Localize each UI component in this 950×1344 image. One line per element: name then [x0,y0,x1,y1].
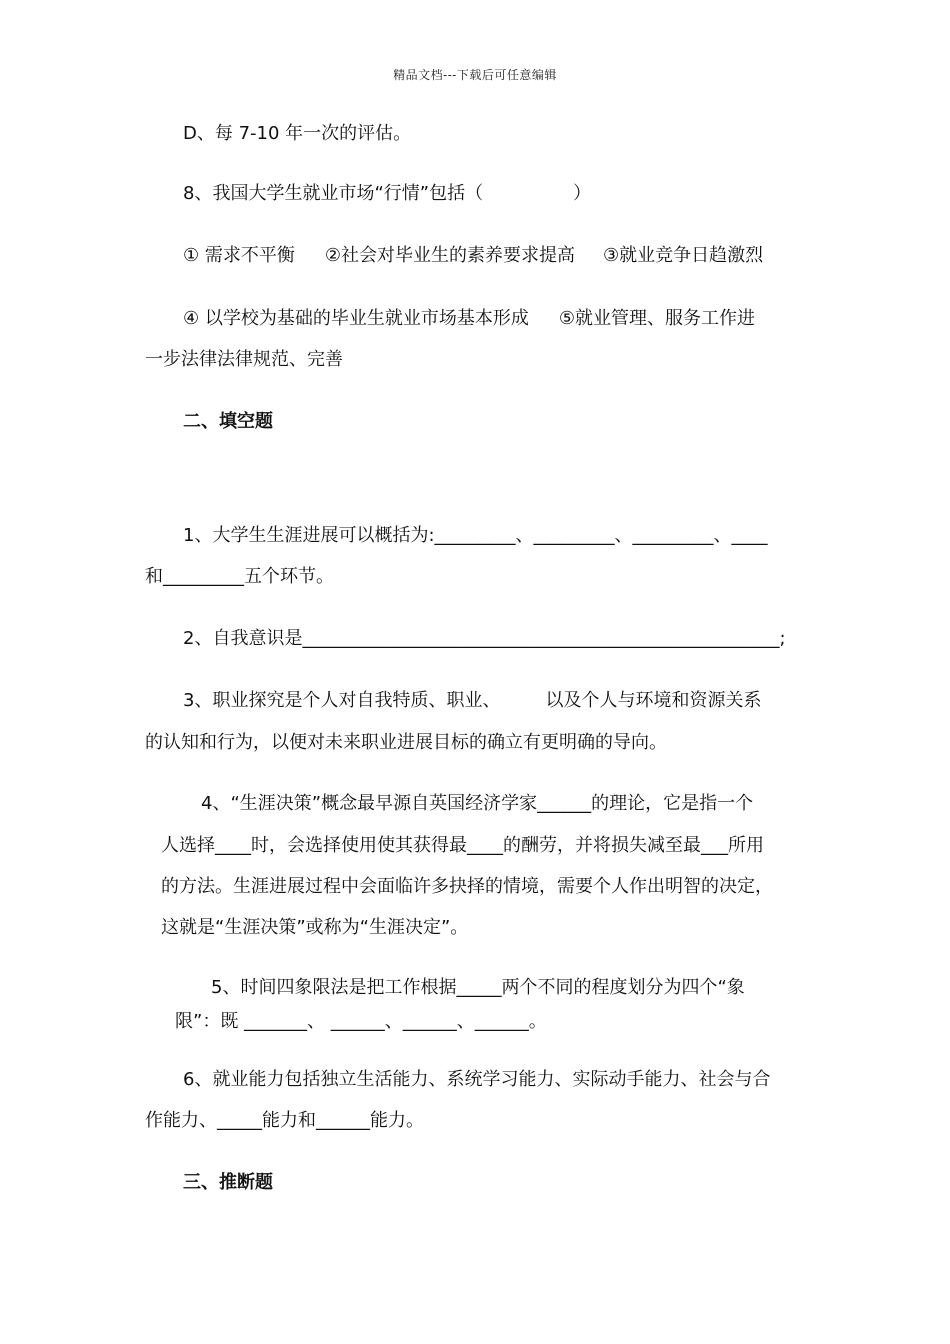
fill-q3-line-2: 的认知和行为，以便对未来职业进展目标的确立有更明确的导向。 [145,732,667,753]
q8-option-4: ④ 以学校为基础的毕业生就业市场基本形成 [183,308,529,329]
q8-option-5: ⑤就业管理、服务工作进 [558,308,755,329]
fill-q1-line-1: 1、大学生生涯进展可以概括为:_________、_________、_________、____ [183,525,768,546]
q7-option-d: D、每 7-10 年一次的评估。 [183,123,412,144]
q8-option-5-continued: 一步法律法律规范、完善 [145,349,343,370]
fill-q4-line-3: 的方法。生涯进展过程中会面临许多抉择的情境，需要个人作出明智的决定， [161,876,773,897]
fill-q2: 2、自我意识是_____________________________________________________; [183,628,786,649]
q8-options-row-2 [183,307,755,331]
fill-q4-line-4: 这就是“生涯决策”或称为“生涯决定”。 [161,917,469,938]
fill-q1-line-2: 和_________五个环节。 [145,566,334,587]
fill-q6-line-2: 作能力、_____能力和______能力。 [145,1110,424,1131]
q8-option-2: ②社会对毕业生的素养要求提高 [324,245,575,266]
q8-options-row-1 [183,244,763,268]
section-heading-fill-in: 二、填空题 [183,411,273,432]
section-heading-judgment: 三、推断题 [183,1172,273,1193]
fill-q3-line-1: 3、职业探究是个人对自我特质、职业、 以及个人与环境和资源关系 [183,690,762,711]
fill-q4-line-1: 4、“生涯决策”概念最早源自英国经济学家______的理论，它是指一个 [201,793,754,814]
q8-stem: 8、我国大学生就业市场“行情”包括（ ） [183,183,592,204]
q8-option-3: ③就业竞争日趋激烈 [603,245,764,266]
q8-option-1: ① 需求不平衡 [183,245,295,266]
page-header: 精品文档---下载后可任意编辑 [393,68,557,82]
fill-q6-line-1: 6、就业能力包括独立生活能力、系统学习能力、实际动手能力、社会与合 [183,1069,771,1090]
fill-q5-line-2: 限”：既 _______、 ______、______、______。 [175,1011,547,1032]
fill-q4-line-2: 人选择____时，会选择使用使其获得最____的酬劳，并将损失减至最___所用 [161,835,764,856]
fill-q5-line-1: 5、时间四象限法是把工作根据_____两个不同的程度划分为四个“象 [211,977,745,998]
